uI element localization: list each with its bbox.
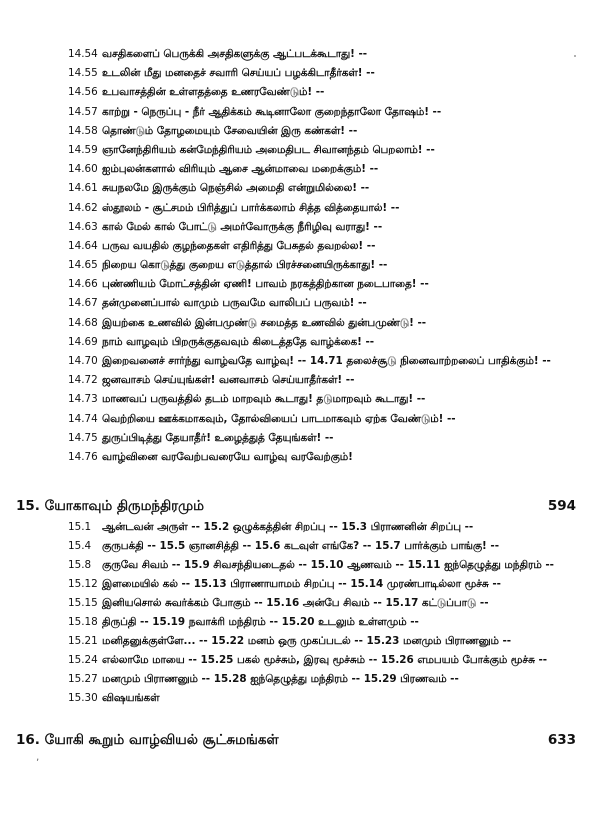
list-item bbox=[68, 518, 554, 537]
item-text: தொண்டும் தோழமையும் சேவையின் இரு கண்கள்! -- bbox=[102, 124, 358, 137]
item-text: திருப்தி -- 15.19 நவாக்ரி மந்திரம் -- 15.20 உடலும் உள்ளமும் -- bbox=[102, 616, 419, 628]
chapter-16-title: 16. யோகி கூறும் வாழ்வியல் சூட்சுமங்கள் bbox=[16, 732, 279, 748]
item-text: இனியசொல் சுவர்க்கம் போகும் -- 15.16 அன்பே சிவம் -- 15.17 கட்டுப்பாடு -- bbox=[102, 597, 489, 609]
item-number: 14.56 bbox=[68, 86, 98, 99]
item-number: 15.1 bbox=[68, 521, 92, 533]
list-item bbox=[68, 45, 551, 64]
list-item bbox=[68, 275, 551, 294]
item-number: 14.57 bbox=[68, 105, 98, 118]
item-number: 14.67 bbox=[68, 297, 98, 310]
chapter-15-page-number: 594 bbox=[547, 498, 576, 514]
list-item bbox=[68, 83, 551, 102]
item-number: 14.69 bbox=[68, 335, 98, 348]
list-item bbox=[68, 352, 551, 371]
item-text: துருப்பிடித்து தேயாதீர்! உழைத்துத் தேயுங்கள்! -- bbox=[102, 431, 334, 444]
list-item bbox=[68, 314, 551, 333]
item-number: 14.72 bbox=[68, 374, 98, 387]
list-item bbox=[68, 429, 551, 448]
item-number: 14.60 bbox=[68, 163, 98, 176]
item-number: 15.15 bbox=[68, 597, 98, 609]
item-number: 14.62 bbox=[68, 201, 98, 214]
list-item bbox=[68, 371, 551, 390]
item-number: 14.66 bbox=[68, 278, 98, 291]
item-number: 15.30 bbox=[68, 692, 98, 704]
list-item bbox=[68, 103, 551, 122]
item-number: 15.8 bbox=[68, 559, 92, 571]
item-text: கால் மேல் கால் போட்டு அமர்வோருக்கு நீரிழிவு வராது! -- bbox=[102, 220, 383, 233]
item-text: மனிதனுக்குள்ளே... -- 15.22 மனம் ஒரு முகப்படல் -- 15.23 மனமும் பிராணனும் -- bbox=[102, 635, 512, 647]
list-item bbox=[68, 256, 551, 275]
item-text: வெற்றியை ஊக்கமாகவும், தோல்வியைப் பாடமாகவும் ஏற்க வேண்டும்! -- bbox=[102, 412, 456, 425]
list-item bbox=[68, 632, 554, 651]
list-item bbox=[68, 670, 554, 689]
item-number: 14.73 bbox=[68, 393, 98, 406]
list-item bbox=[68, 537, 554, 556]
list-item bbox=[68, 594, 554, 613]
list-item bbox=[68, 141, 551, 160]
list-item bbox=[68, 575, 554, 594]
item-number: 14.55 bbox=[68, 67, 98, 80]
item-text: உபவாசத்தின் உள்ளதத்தை உணரவேண்டும்! -- bbox=[102, 86, 325, 99]
list-item bbox=[68, 122, 551, 141]
item-number: 15.18 bbox=[68, 616, 98, 628]
item-text: இளமையில் கல் -- 15.13 பிராணாயாமம் சிறப்பு -- 15.14 முரண்பாடில்லா மூச்சு -- bbox=[102, 578, 501, 590]
list-item bbox=[68, 333, 551, 352]
item-number: 15.21 bbox=[68, 635, 98, 647]
item-text: பருவ வயதில் குழந்தைகள் எதிரித்து பேசுதல் தவறல்ல! -- bbox=[102, 239, 376, 252]
item-number: 15.4 bbox=[68, 540, 92, 552]
item-text: காற்று - நெருப்பு - நீர் ஆதிக்கம் கூடினாலோ குறைந்தாலோ தோஷம்! -- bbox=[102, 105, 442, 118]
item-text: எல்லாமே மாயை -- 15.25 பகல் மூச்சும், இரவு மூச்சும் -- 15.26 எமபயம் போக்கும் மூச்சு -- bbox=[102, 654, 548, 666]
item-text: வசதிகளைப் பெருக்கி அசதிகளுக்கு ஆட்படக்கூடாது! -- bbox=[102, 48, 368, 60]
item-text: இயற்கை உணவில் இன்பமுண்டு சமைத்த உணவில் துன்பமுண்டு! -- bbox=[102, 316, 427, 329]
item-text: குருபக்தி -- 15.5 ஞானசித்தி -- 15.6 கடவுள் எங்கே? -- 15.7 பார்க்கும் பாங்கு! -- bbox=[102, 540, 500, 552]
list-item bbox=[68, 556, 554, 575]
list-item bbox=[68, 218, 551, 237]
item-number: 14.54 bbox=[68, 48, 98, 60]
list-item bbox=[68, 689, 554, 708]
item-text: வாழ்வினை வரவேற்பவரையே வாழ்வு வரவேற்கும்! bbox=[102, 450, 353, 463]
list-item bbox=[68, 160, 551, 179]
item-text: விஷயங்கள் bbox=[102, 692, 160, 704]
scan-dot bbox=[574, 55, 576, 57]
item-text: ஞானேந்திரியம் கன்மேந்திரியம் அமைதிபட சிவானந்தம் பெறலாம்! -- bbox=[102, 143, 435, 156]
list-item bbox=[68, 390, 551, 409]
item-text: ஸ்தூலம் - சூட்சமம் பிரித்துப் பார்க்கலாம் சித்த வித்தையால்! -- bbox=[102, 201, 400, 214]
item-text: தன்முனைப்பால் வாமும் பருவமே வாலிபப் பருவம்! -- bbox=[102, 297, 367, 310]
item-text: மாணவப் பருவத்தில் தடம் மாறவும் கூடாது! தடுமாறவும் கூடாது! -- bbox=[102, 393, 426, 406]
section-15-list bbox=[68, 518, 554, 708]
list-item bbox=[68, 651, 554, 670]
list-item bbox=[68, 613, 554, 632]
chapter-16-page-number: 633 bbox=[547, 732, 576, 748]
item-text: ஆன்டவன் அருள் -- 15.2 ஒழுக்கத்தின் சிறப்பு -- 15.3 பிராணனின் சிறப்பு -- bbox=[102, 521, 474, 533]
item-text: உடலின் மீது மனதைச் சவாரி செய்யப் பழக்கிடாதீர்கள்! -- bbox=[102, 67, 375, 80]
item-number: 14.59 bbox=[68, 143, 98, 156]
item-text: குருவே சிவம் -- 15.9 சிவசந்தியடைதல் -- 15.10 ஆணவம் -- 15.11 ஐந்தெழுத்து மந்திரம் -- bbox=[102, 559, 554, 571]
list-item bbox=[68, 237, 551, 256]
item-number: 14.64 bbox=[68, 239, 98, 252]
chapter-15-title: 15. யோகாவும் திருமந்திரமும் bbox=[16, 498, 204, 514]
item-text: ஜனவாசம் செய்யுங்கள்! வனவாசம் செய்யாதீர்கள்! -- bbox=[102, 374, 355, 387]
item-number: 15.12 bbox=[68, 578, 98, 590]
item-number: 14.76 bbox=[68, 450, 98, 463]
section-14-list bbox=[68, 45, 551, 467]
item-number: 14.65 bbox=[68, 259, 98, 272]
item-text: ஐம்புலன்களால் விரியும் ஆசை ஆன்மாவை மறைக்கும்! -- bbox=[102, 163, 379, 176]
item-text: இறைவனைச் சார்ந்து வாழ்வதே வாழ்வு! -- 14.71 தலைச்சூடு நினைவாற்றலைப் பாதிக்கும்! -- bbox=[102, 355, 551, 367]
item-text: நாம் வாழவும் பிறருக்குதவவும் கிடைத்ததே வாழ்க்கை! -- bbox=[102, 335, 375, 348]
item-number: 14.68 bbox=[68, 316, 98, 329]
list-item bbox=[68, 199, 551, 218]
item-text: நிறைய கொடுத்து குறைய எடுத்தால் பிரச்சனையிருக்காது! -- bbox=[102, 259, 388, 272]
item-number: 15.24 bbox=[68, 654, 98, 666]
list-item bbox=[68, 448, 551, 467]
item-text: மனமும் பிராணனும் -- 15.28 ஐந்தெழுத்து மந்திரம் -- 15.29 பிரணவம் -- bbox=[102, 673, 459, 685]
list-item bbox=[68, 294, 551, 313]
list-item bbox=[68, 64, 551, 83]
item-number: 14.63 bbox=[68, 220, 98, 233]
item-number: 15.27 bbox=[68, 673, 98, 685]
list-item bbox=[68, 410, 551, 429]
item-number: 14.74 bbox=[68, 412, 98, 425]
item-number: 14.70 bbox=[68, 355, 98, 367]
item-number: 14.75 bbox=[68, 431, 98, 444]
item-text: சுயநலமே இருக்கும் நெஞ்சில் அமைதி என்றுமில்லை! -- bbox=[102, 182, 370, 195]
margin-mark: ‚ bbox=[36, 752, 40, 763]
item-number: 14.58 bbox=[68, 124, 98, 137]
list-item bbox=[68, 179, 551, 198]
item-number: 14.61 bbox=[68, 182, 98, 195]
item-text: புண்ணியம் மோட்சத்தின் ஏணி! பாவம் நரகத்திற்கான நடைபாதை! -- bbox=[102, 278, 429, 291]
